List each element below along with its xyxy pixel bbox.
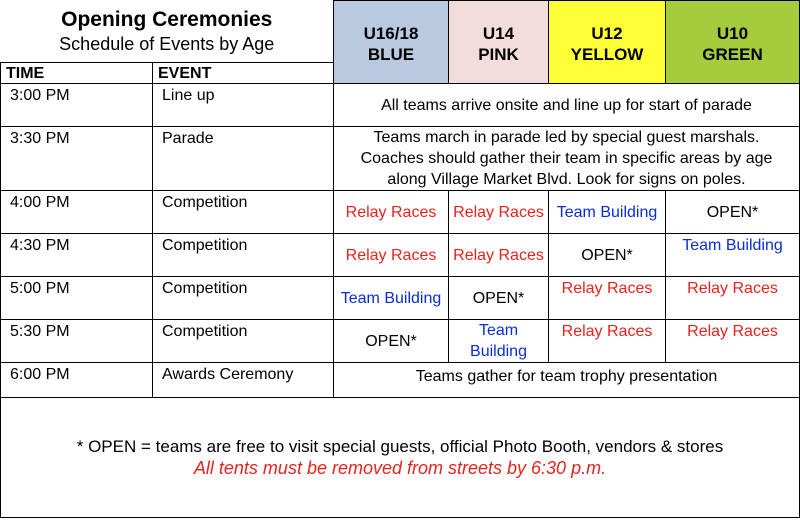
activity-cell: Relay Races: [666, 277, 800, 320]
activity-cell: OPEN*: [334, 320, 449, 363]
activity-cell: Team Building: [449, 320, 549, 363]
row-span-text: All teams arrive onsite and line up for start of parade: [334, 84, 800, 127]
schedule-row: [1, 363, 800, 398]
tent-removal-warning: All tents must be removed from streets by 6:30 p.m.: [193, 458, 607, 478]
row-event: Parade: [153, 127, 334, 191]
row-event: Competition: [153, 277, 334, 320]
open-definition-note: * OPEN = teams are free to visit special guests, official Photo Booth, vendors & stores: [76, 437, 724, 456]
activity-cell: Relay Races: [334, 234, 449, 277]
footer-row: [1, 398, 800, 518]
page-subtitle: Schedule of Events by Age: [59, 33, 275, 54]
time-header: TIME: [1, 63, 153, 84]
row-time: 6:00 PM: [1, 363, 153, 398]
row-event: Line up: [153, 84, 334, 127]
activity-cell: Team Building: [666, 234, 800, 277]
schedule-row: [1, 234, 800, 277]
header-row: [1, 1, 800, 63]
activity-cell: Relay Races: [449, 191, 549, 234]
activity-cell: Relay Races: [549, 320, 666, 363]
title-block: [1, 1, 334, 63]
row-time: 3:00 PM: [1, 84, 153, 127]
age-header-u12: U12 YELLOW: [549, 1, 666, 84]
row-event: Competition: [153, 234, 334, 277]
activity-cell: Team Building: [549, 191, 666, 234]
event-header: EVENT: [153, 63, 334, 84]
activity-cell: Team Building: [334, 277, 449, 320]
age-header-u16-18: U16/18 BLUE: [334, 1, 449, 84]
row-time: 4:30 PM: [1, 234, 153, 277]
schedule-row: [1, 127, 800, 191]
schedule-row: [1, 277, 800, 320]
schedule-row: [1, 84, 800, 127]
activity-cell: Relay Races: [334, 191, 449, 234]
row-event: Competition: [153, 320, 334, 363]
schedule-row: [1, 191, 800, 234]
row-time: 5:30 PM: [1, 320, 153, 363]
age-header-u14: U14 PINK: [449, 1, 549, 84]
page-title: Opening Ceremonies: [61, 7, 273, 31]
activity-cell: OPEN*: [449, 277, 549, 320]
footer-note-block: [1, 398, 800, 518]
row-event: Competition: [153, 191, 334, 234]
activity-cell: Relay Races: [666, 320, 800, 363]
row-time: 4:00 PM: [1, 191, 153, 234]
row-time: 3:30 PM: [1, 127, 153, 191]
schedule-row: [1, 320, 800, 363]
activity-cell: Relay Races: [549, 277, 666, 320]
row-span-text: Teams gather for team trophy presentation: [334, 363, 800, 398]
activity-cell: Relay Races: [449, 234, 549, 277]
age-header-u10: U10 GREEN: [666, 1, 800, 84]
activity-cell: OPEN*: [666, 191, 800, 234]
activity-cell: OPEN*: [549, 234, 666, 277]
row-event: Awards Ceremony: [153, 363, 334, 398]
row-span-text: Teams march in parade led by special guest marshals. Coaches should gather their team in specific areas by age along Village Market Blvd. Look for signs on poles.: [334, 127, 800, 191]
row-time: 5:00 PM: [1, 277, 153, 320]
